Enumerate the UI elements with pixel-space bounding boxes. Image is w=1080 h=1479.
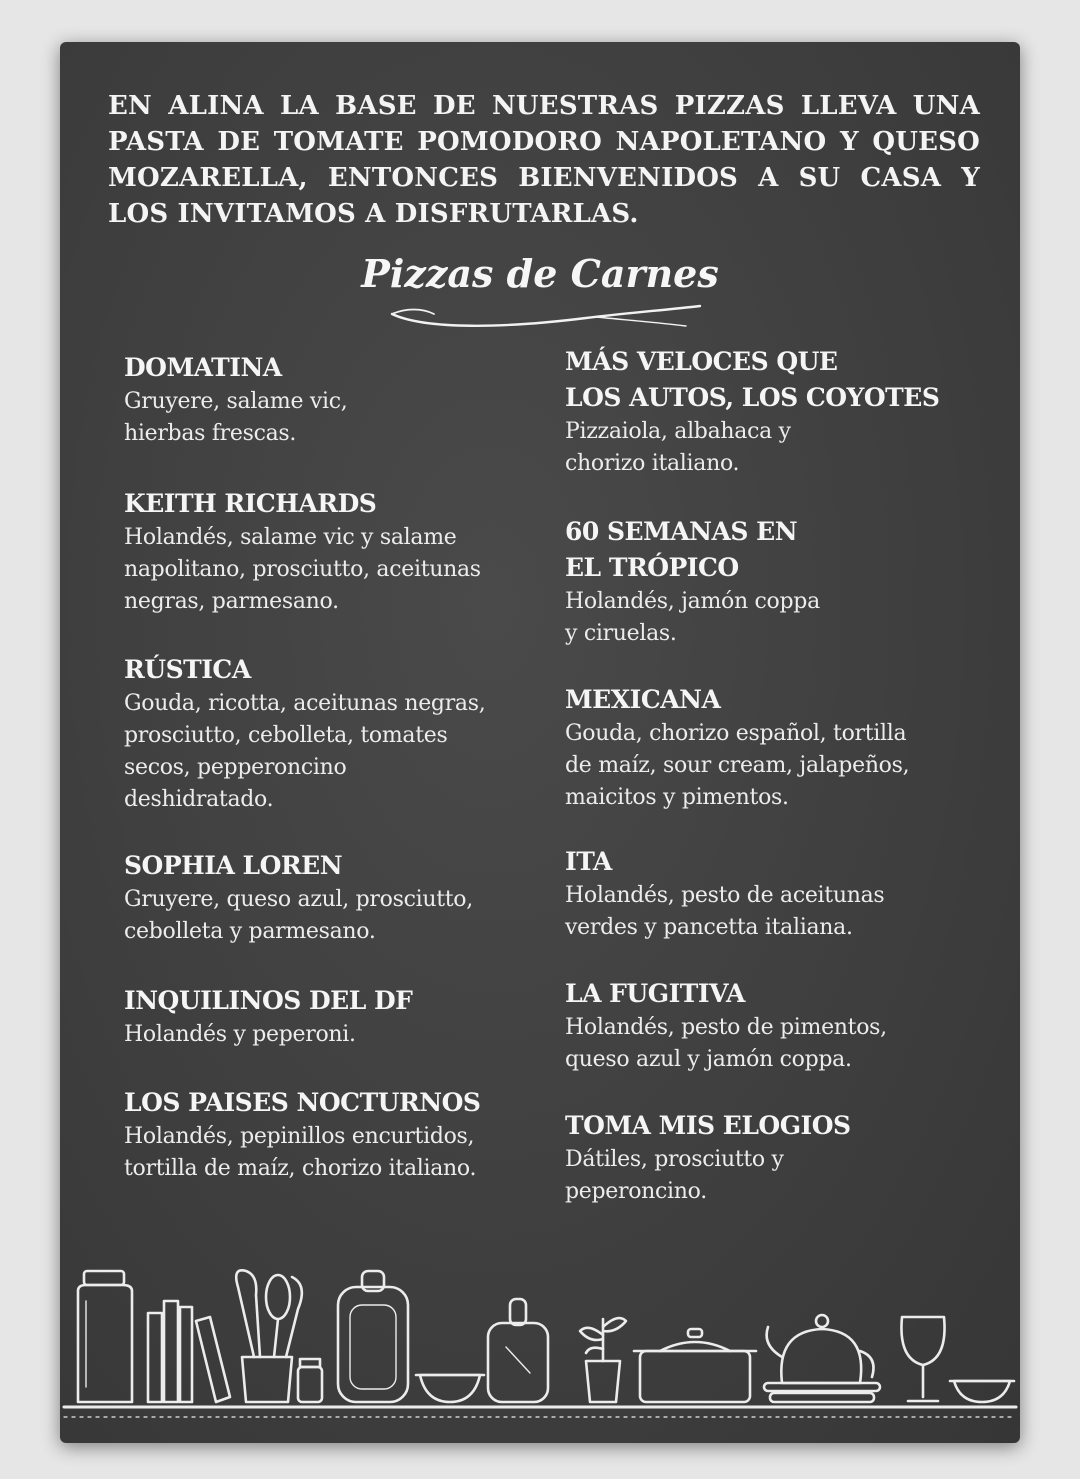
pizza-desc-line: Dátiles, prosciutto y <box>565 1147 784 1172</box>
pizza-desc-line: de maíz, sour cream, jalapeños, <box>565 753 910 778</box>
pizza-desc-line: tortilla de maíz, chorizo italiano. <box>124 1156 477 1181</box>
pizza-name: LOS PAISES NOCTURNOS <box>124 1088 481 1117</box>
small-bowl-icon <box>950 1381 1014 1402</box>
pizza-desc-line: Gruyere, salame vic, <box>124 389 348 414</box>
menu-item-mas-veloces <box>565 344 985 480</box>
pizza-desc-line: Holandés, pesto de aceitunas <box>565 883 885 908</box>
bowl-icon <box>416 1375 484 1402</box>
spice-jar-icon <box>298 1359 322 1402</box>
pizza-desc-line: queso azul y jamón coppa. <box>565 1047 852 1072</box>
menu-item-inquilinos-del-df <box>124 983 524 1051</box>
menu-item-la-fugitiva <box>565 976 985 1076</box>
pizza-desc-line: napolitano, prosciutto, aceitunas <box>124 557 481 582</box>
pizza-name-line: MEXICANA <box>565 685 721 714</box>
section-title: Pizzas de Carnes <box>361 251 719 296</box>
pizza-desc-line: cebolleta y parmesano. <box>124 919 376 944</box>
pizza-desc-line: verdes y pancetta italiana. <box>565 915 853 940</box>
menu-item-domatina <box>124 350 524 450</box>
pizza-desc-line: chorizo italiano. <box>565 451 740 476</box>
pizza-name-line: MÁS VELOCES QUE <box>565 347 838 376</box>
pizza-desc-line: Gruyere, queso azul, prosciutto, <box>124 887 473 912</box>
pizza-desc-line: Holandés, salame vic y salame <box>124 525 457 550</box>
pizza-desc-line: y ciruelas. <box>565 621 677 646</box>
pizza-desc-line: Holandés, jamón coppa <box>565 589 820 614</box>
menu-item-ita <box>565 844 985 944</box>
jar-icon <box>78 1271 132 1402</box>
pizza-desc-line: Holandés, pepinillos encurtidos, <box>124 1124 475 1149</box>
menu-item-sophia-loren <box>124 848 524 948</box>
pizza-desc-line: peperoncino. <box>565 1179 707 1204</box>
pizza-desc-line: Gouda, chorizo español, tortilla <box>565 721 907 746</box>
intro-text: EN ALINA LA BASE DE NUESTRAS PIZZAS LLEVA UNA PASTA DE TOMATE POMODORO NAPOLETANO Y QUESO MOZARELLA, ENTONCES BIENVENIDOS A SU CASA Y LOS INVITAMOS A DISFRUTARLAS. <box>108 91 980 229</box>
flourish-underline-icon <box>386 300 706 328</box>
pizza-name-line: LA FUGITIVA <box>565 979 745 1008</box>
pizza-name-line: TOMA MIS ELOGIOS <box>565 1111 851 1140</box>
pizza-name: DOMATINA <box>124 353 282 382</box>
kitchen-utensils-shelf-illustration <box>60 1257 1020 1443</box>
pizza-name: RÚSTICA <box>124 655 251 684</box>
books-icon <box>148 1301 230 1402</box>
wine-glass-icon <box>901 1317 944 1401</box>
teapot-icon <box>764 1315 880 1402</box>
pizza-desc-line: deshidratado. <box>124 787 274 812</box>
menu-item-los-paises-nocturnos <box>124 1085 524 1185</box>
pizza-desc-line: negras, parmesano. <box>124 589 339 614</box>
menu-item-mexicana <box>565 682 985 814</box>
pizza-name-line: ITA <box>565 847 612 876</box>
pizza-desc-line: Holandés, pesto de pimentos, <box>565 1015 887 1040</box>
paddle-board-icon <box>488 1299 548 1402</box>
pizza-name-line: 60 SEMANAS EN <box>565 517 798 546</box>
menu-item-toma-mis-elogios <box>565 1108 985 1208</box>
utensil-cup-icon <box>236 1270 302 1402</box>
pizza-desc-line: Holandés y peperoni. <box>124 1022 356 1047</box>
plant-pot-icon <box>580 1318 626 1402</box>
pizza-desc-line: hierbas frescas. <box>124 421 297 446</box>
cooking-pot-icon <box>634 1329 756 1402</box>
pizza-desc-line: secos, pepperoncino <box>124 755 347 780</box>
pizza-name: SOPHIA LOREN <box>124 851 343 880</box>
menu-item-60-semanas <box>565 514 985 650</box>
pizza-name: INQUILINOS DEL DF <box>124 986 413 1015</box>
pizza-desc-line: Pizzaiola, albahaca y <box>565 419 791 444</box>
menu-item-rustica <box>124 652 524 816</box>
pizza-name: KEITH RICHARDS <box>124 489 377 518</box>
pizza-name-line: LOS AUTOS, LOS COYOTES <box>565 383 940 412</box>
menu-item-keith-richards <box>124 486 524 618</box>
cutting-board-icon <box>338 1271 408 1402</box>
pizza-desc-line: Gouda, ricotta, aceitunas negras, <box>124 691 486 716</box>
chalkboard-menu <box>60 42 1020 1443</box>
pizza-desc-line: maicitos y pimentos. <box>565 785 789 810</box>
pizza-name-line: EL TRÓPICO <box>565 553 739 582</box>
pizza-desc-line: prosciutto, cebolleta, tomates <box>124 723 448 748</box>
